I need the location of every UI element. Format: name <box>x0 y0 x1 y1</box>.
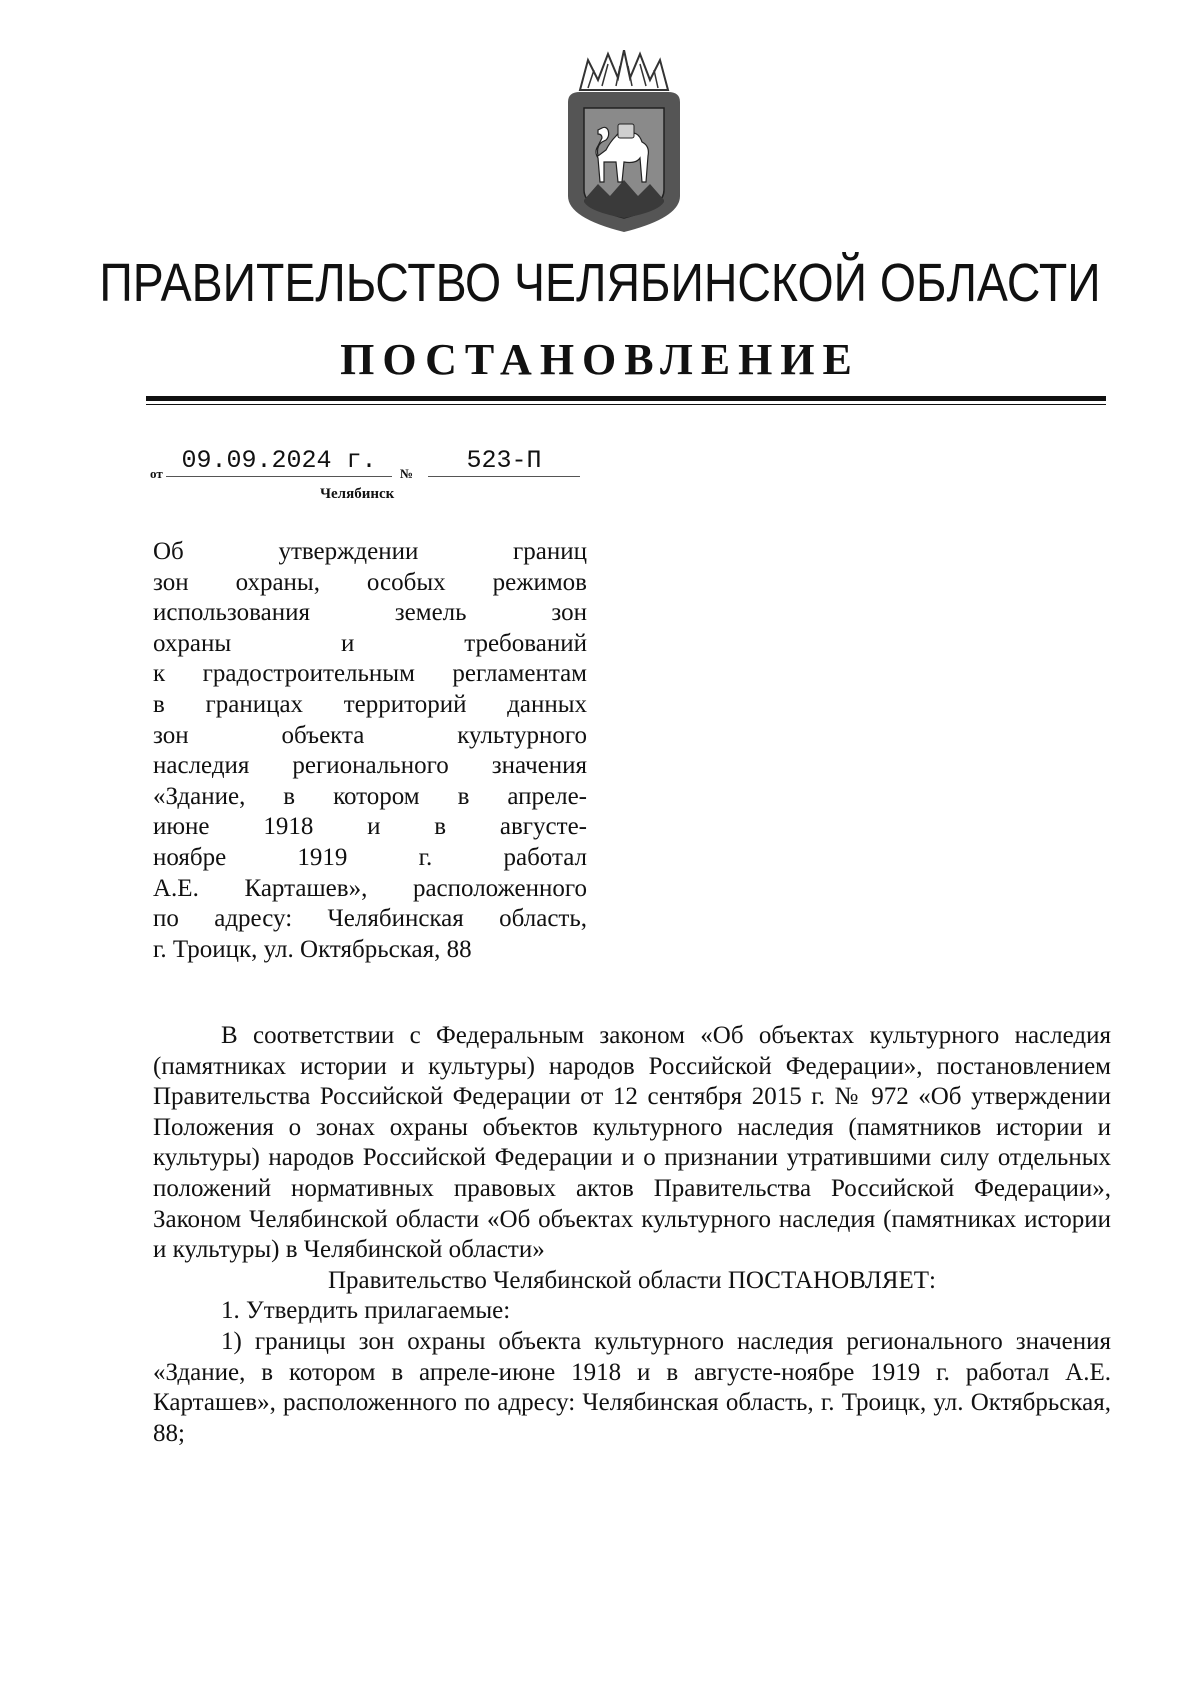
clause-1: 1. Утвердить прилагаемые: <box>221 1297 511 1325</box>
issue-city: Челябинск <box>320 486 395 502</box>
subject-line: зон объекта культурного <box>153 721 587 749</box>
subject-line: А.Е. Карташев», расположенного <box>153 874 587 902</box>
header-rule-thick <box>146 396 1106 401</box>
subject-line: охраны и требований <box>153 629 587 657</box>
subject-line: ноябре 1919 г. работал <box>153 843 587 871</box>
document-body <box>153 1021 1111 1449</box>
subject-line: июне 1918 и в августе- <box>153 813 587 841</box>
subject-line: Об утверждении границ <box>153 538 587 565</box>
header-rule-thin <box>146 404 1106 405</box>
subject-line: в границах территорий данных <box>153 690 587 718</box>
date-label: от <box>150 466 163 481</box>
subject-line: к градостроительным регламентам <box>153 660 587 688</box>
subject-line: г. Троицк, ул. Октябрьская, 88 <box>153 935 472 963</box>
document-meta <box>150 446 590 486</box>
document-subject <box>153 537 587 965</box>
subject-line: использования земель зон <box>153 599 587 627</box>
government-title: ПРАВИТЕЛЬСТВО ЧЕЛЯБИНСКОЙ ОБЛАСТИ <box>99 253 1101 313</box>
subject-line: по адресу: Челябинская область, <box>153 905 587 933</box>
clause-1-1: 1) границы зон охраны объекта культурного наследия регионального значения «Здание, в котором в апреле-июне 1918 и в августе-ноябре 1919 г. работал А.Е. Карташев», расположенного по адресу: Челябинская область, г. Троицк, ул. Октябрьская, 88; <box>153 1327 1111 1447</box>
decree-line: Правительство Челябинской области ПОСТАНОВЛЯЕТ: <box>328 1266 936 1294</box>
number-label: № <box>400 466 414 481</box>
document-date: 09.09.2024 г. <box>166 446 392 477</box>
coat-of-arms-icon <box>558 50 690 234</box>
subject-line: наследия регионального значения <box>153 752 587 780</box>
document-number: 523-П <box>428 446 580 477</box>
preamble-paragraph: В соответствии с Федеральным законом «Об объектах культурного наследия (памятниках истории и культуры) народов Российской Федерации», постановлением Правительства Российской Федерации от 12 сентября 2015 г. № 972 «Об утверждении Положения о зонах охраны объектов культурного наследия (памятников истории и культуры) народов Российской Федерации и о признании утратившими силу отдельных положений нормативных правовых актов Правительства Российской Федерации», Законом Челябинской области «Об объектах культурного наследия (памятниках истории и культуры) в Челябинской области» <box>153 1022 1111 1264</box>
document-type: ПОСТАНОВЛЕНИЕ <box>340 335 860 384</box>
subject-line: зон охраны, особых режимов <box>153 568 587 596</box>
subject-line: «Здание, в котором в апреле- <box>153 782 587 810</box>
